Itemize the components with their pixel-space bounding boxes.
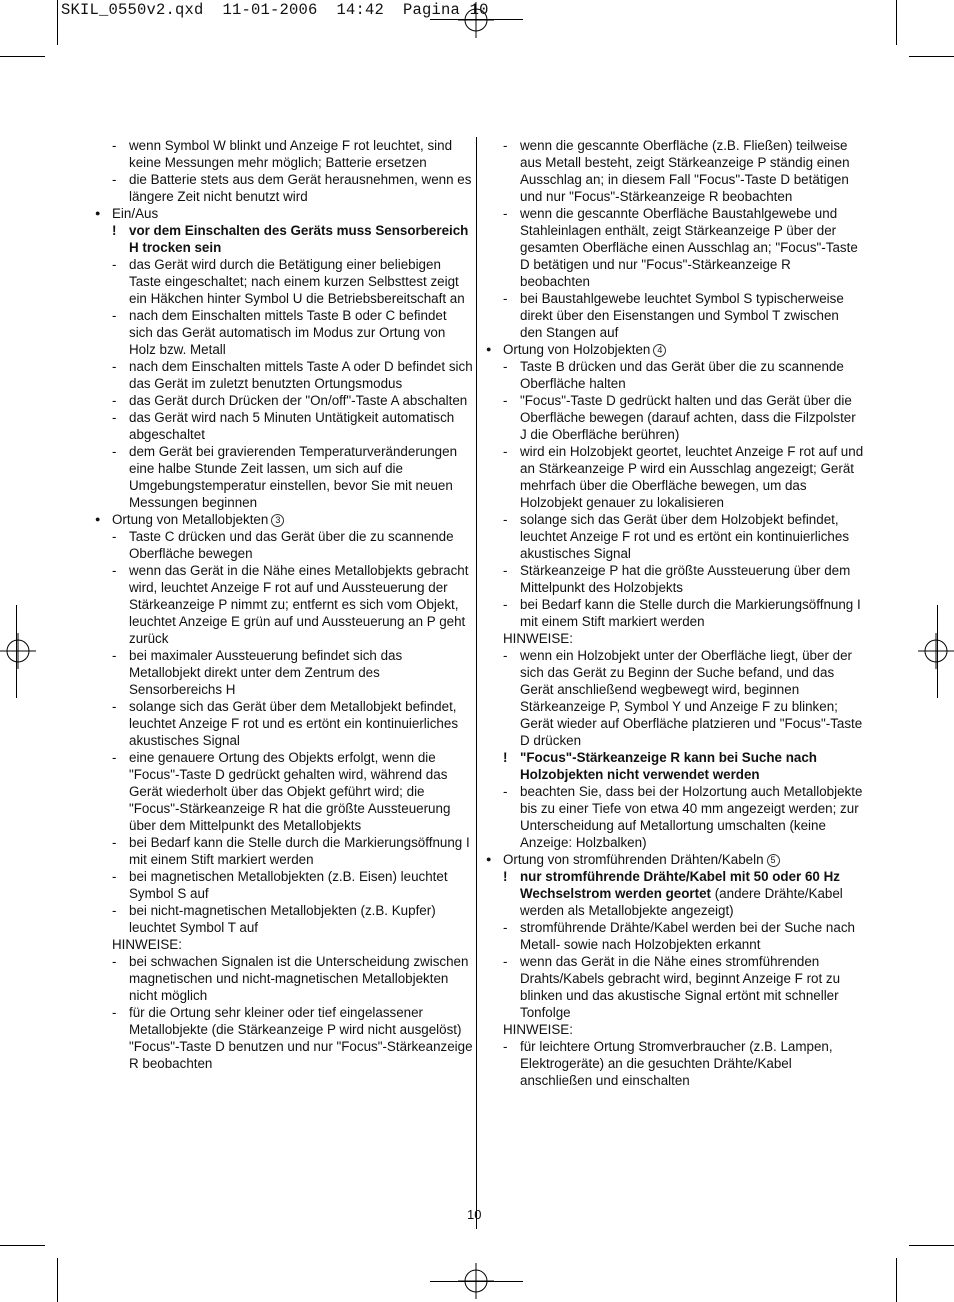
list-item: - eine genauere Ortung des Objekts erfolgt, wenn die "Focus"-Taste D gedrückt gehalten wird, während das Gerät wiederholt über das Objekt geführt wird; die "Focus"-Stärkeanzeige R hat die größte Aussteuerung über dem Mittelpunkt des Metallobjekts [95,749,473,834]
list-item: - Stärkeanzeige P hat die größte Aussteuerung über dem Mittelpunkt des Holzobjekts [486,562,864,596]
list-item: - wenn das Gerät in die Nähe eines Metallobjekts gebracht wird, leuchtet Anzeige F rot auf und Aussteuerung der Stärkeanzeige P nimmt zu; entfernt es sich vom Objekt, leuchtet Anzeige E grün auf und Aussteuerung an P geht zurück [95,562,473,647]
list-item: - bei maximaler Aussteuerung befindet sich das Metallobjekt direkt unter dem Zentrum des Sensorbereichs H [95,647,473,698]
list-item: - wenn die gescannte Oberfläche Baustahlgewebe und Stahleinlagen enthält, zeigt Stärkeanzeige P über der gesamten Oberfläche einen Ausschlag an; "Focus"-Taste D betätigen und nur "Focus"-Stärkeanzeige R beobachten [486,205,864,290]
list-item: - bei Bedarf kann die Stelle durch die Markierungsöffnung I mit einem Stift markiert werden [486,596,864,630]
list-item: - für die Ortung sehr kleiner oder tief eingelassener Metallobjekte (die Stärkeanzeige P wird nicht ausgelöst) "Focus"-Taste D benutzen und nur "Focus"-Stärkeanzeige R beobachten [95,1004,473,1072]
crop-mark [57,0,58,45]
figure-ref-icon: 5 [767,854,780,867]
list-item: - dem Gerät bei gravierenden Temperaturveränderungen eine halbe Stunde Zeit lassen, um sich auf die Umgebungstemperatur einstellen, bevor Sie mit neuen Messungen beginnen [95,443,473,511]
list-item: - das Gerät wird nach 5 Minuten Untätigkeit automatisch abgeschaltet [95,409,473,443]
list-item: - bei schwachen Signalen ist die Unterscheidung zwischen magnetischen und nicht-magnetischen Metallobjekten nicht möglich [95,953,473,1004]
figure-ref-icon: 3 [271,514,284,527]
page-number: 10 [467,1207,482,1222]
section-heading: ● Ortung von Holzobjekten 4 [486,341,864,358]
file-slug: SKIL_0550v2.qxd 11-01-2006 14:42 Pagina 10 [61,1,489,19]
list-item: - wenn das Gerät in die Nähe eines stromführenden Drahts/Kabels gebracht wird, beginnt Anzeige F rot zu blinken und das akustische Signal ertönt mit schneller Tonfolge [486,953,864,1021]
list-item: - wenn Symbol W blinkt und Anzeige F rot leuchtet, sind keine Messungen mehr möglich; Batterie ersetzen [95,137,473,171]
list-item: - bei magnetischen Metallobjekten (z.B. Eisen) leuchtet Symbol S auf [95,868,473,902]
list-item: - wenn ein Holzobjekt unter der Oberfläche liegt, über der sich das Gerät zu Beginn der Suche befand, und das Gerät anschließend wegbewegt wird, beginnen Stärkeanzeige P, Symbol Y und Anzeige F zu blinken; Gerät wieder auf Oberfläche platzieren und "Focus"-Taste D drücken [486,647,864,749]
crop-mark [0,56,45,57]
section-heading: ● Ein/Aus [95,205,473,222]
notes-label: HINWEISE: [503,1022,573,1037]
crop-mark [896,1258,897,1302]
registration-mark-icon [0,633,36,669]
list-item: - bei Baustahlgewebe leuchtet Symbol S typischerweise direkt über den Eisenstangen und Symbol T zwischen den Stangen auf [486,290,864,341]
list-item: - nach dem Einschalten mittels Taste A oder D befindet sich das Gerät im zuletzt benutzten Ortungsmodus [95,358,473,392]
warning-item: ! vor dem Einschalten des Geräts muss Sensorbereich H trocken sein [95,222,473,256]
list-item: - beachten Sie, dass bei der Holzortung auch Metallobjekte bis zu einer Tiefe von etwa 40 mm angezeigt werden; zur Unterscheidung auf Metallortung umschalten (keine Anzeige: Holzbalken) [486,783,864,851]
list-item: - "Focus"-Taste D gedrückt halten und das Gerät über die Oberfläche bewegen (darauf achten, dass die Filzpolster J die Oberfläche berühren) [486,392,864,443]
crop-mark [0,1245,45,1246]
list-item: - die Batterie stets aus dem Gerät herausnehmen, wenn es längere Zeit nicht benutzt wird [95,171,473,205]
list-item: - das Gerät durch Drücken der "On/off"-Taste A abschalten [95,392,473,409]
crop-mark [57,1258,58,1302]
left-column [95,137,473,1072]
column-divider [476,137,477,1229]
list-item: - bei Bedarf kann die Stelle durch die Markierungsöffnung I mit einem Stift markiert werden [95,834,473,868]
crop-mark [896,0,897,45]
figure-ref-icon: 4 [653,344,666,357]
list-item: - für leichtere Ortung Stromverbraucher (z.B. Lampen, Elektrogeräte) an die gesuchten Drähte/Kabel anschließen und einschalten [486,1038,864,1089]
list-item: - das Gerät wird durch die Betätigung einer beliebigen Taste eingeschaltet; nach einem kurzen Selbsttest zeigt ein Häkchen hinter Symbol U die Betriebsbereitschaft an [95,256,473,307]
right-column [486,137,864,1089]
list-item: - solange sich das Gerät über dem Metallobjekt befindet, leuchtet Anzeige F rot und es ertönt ein kontinuierliches akustisches Signal [95,698,473,749]
list-item: - solange sich das Gerät über dem Holzobjekt befindet, leuchtet Anzeige F rot und es ertönt ein kontinuierliches akustisches Signal [486,511,864,562]
notes-label: HINWEISE: [112,937,182,952]
registration-mark-icon [918,633,954,669]
registration-mark-icon [458,1263,494,1299]
list-item: - wird ein Holzobjekt geortet, leuchtet Anzeige F rot auf und an Stärkeanzeige P wird ein Ausschlag angezeigt; Gerät mehrfach über die Oberfläche bewegen, um das Holzobjekt genauer zu lokalisieren [486,443,864,511]
list-item: - bei nicht-magnetischen Metallobjekten (z.B. Kupfer) leuchtet Symbol T auf [95,902,473,936]
list-item: - stromführende Drähte/Kabel werden bei der Suche nach Metall- sowie nach Holzobjekten erkannt [486,919,864,953]
warning-item: ! nur stromführende Drähte/Kabel mit 50 oder 60 Hz Wechselstrom werden geortet (andere Drähte/Kabel werden als Metallobjekte angezeigt) [486,868,864,919]
section-heading: ● Ortung von stromführenden Drähten/Kabeln 5 [486,851,864,868]
list-item: - Taste B drücken und das Gerät über die zu scannende Oberfläche halten [486,358,864,392]
list-item: - Taste C drücken und das Gerät über die zu scannende Oberfläche bewegen [95,528,473,562]
crop-mark [909,56,954,57]
warning-item: ! "Focus"-Stärkeanzeige R kann bei Suche nach Holzobjekten nicht verwendet werden [486,749,864,783]
list-item: - wenn die gescannte Oberfläche (z.B. Fließen) teilweise aus Metall besteht, zeigt Stärkeanzeige P ständig einen Ausschlag an; in diesem Fall "Focus"-Taste D betätigen und nur "Focus"-Stärkeanzeige R beobachten [486,137,864,205]
crop-mark [909,1245,954,1246]
notes-label: HINWEISE: [503,631,573,646]
list-item: - nach dem Einschalten mittels Taste B oder C befindet sich das Gerät automatisch im Modus zur Ortung von Holz bzw. Metall [95,307,473,358]
section-heading: ● Ortung von Metallobjekten 3 [95,511,473,528]
